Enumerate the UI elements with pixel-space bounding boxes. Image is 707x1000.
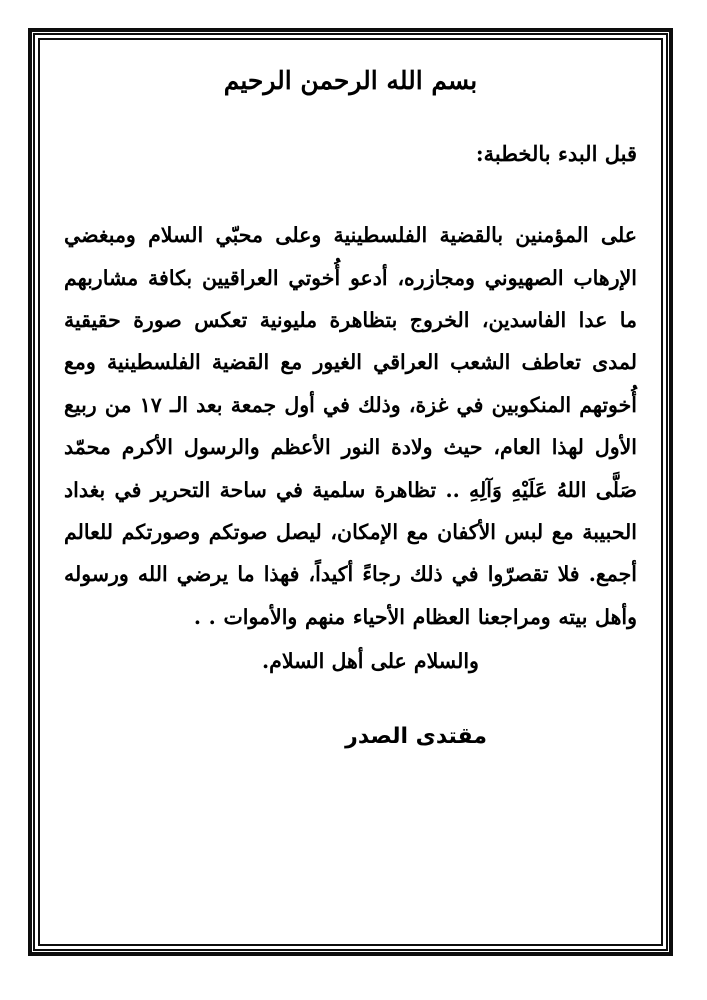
closing-salutation: والسلام على أهل السلام.: [262, 649, 479, 674]
basmala-heading: بسم الله الرحمن الرحيم: [223, 66, 478, 95]
preamble-heading: قبل البدء بالخطبة:: [475, 140, 637, 166]
body-paragraph: على المؤمنين بالقضية الفلسطينية وعلى محبّي السلام ومبغضي الإرهاب الصهيوني ومجازره، أدعو أُخوتي العراقيين بكافة مشاربهم ما عدا الفاسدين، الخروج بتظاهرة مليونية تعكس صورة حقيقية لمدى تعاطف الشعب العراقي الغيور مع القضية الفلسطينية ومع أُخوتهم المنكوبين في غزة، وذلك في أول جمعة بعد الـ ١٧ من ربيع الأول لهذا العام، حيث ولادة النور الأعظم والرسول الأكرم محمّد صَلَّى اللهُ عَلَيْهِ وَآلِهِ .. تظاهرة سلمية في ساحة التحرير في بغداد الحبيبة مع لبس الأكفان مع الإمكان، ليصل صوتكم وصورتكم للعالم أجمع. فلا تقصرّوا في ذلك رجاءً أكيداً، فهذا ما يرضي الله ورسوله وأهل بيته ومراجعنا العظام الأحياء منهم والأموات . .: [64, 223, 637, 629]
signature-name: مقتدى الصدر: [345, 723, 487, 749]
document-content: [48, 48, 653, 936]
